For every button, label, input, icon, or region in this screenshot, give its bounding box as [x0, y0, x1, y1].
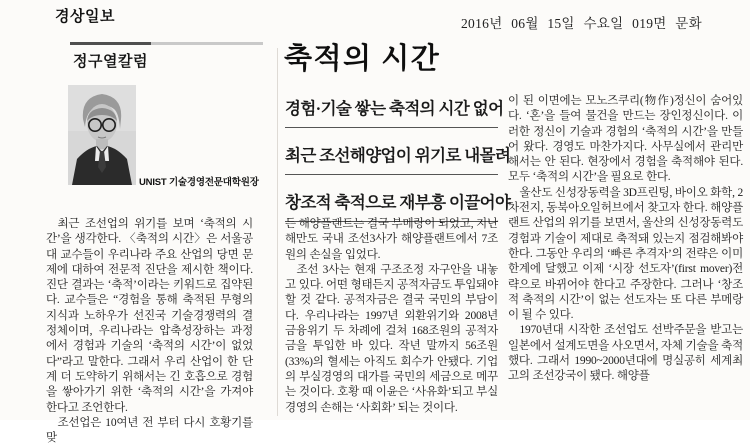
columnist-portrait-image: [68, 85, 136, 185]
subhead-list: [285, 95, 511, 236]
body-paragraph: 조선 3사는 현재 구조조정 자구안을 내놓고 있다. 어떤 형태든지 공적자금도 투입돼야 할 것 같다. 공적자금은 결국 국민의 부담이다. 우리나라는 1997년 외환위기와 2008년 금융위기 두 차례에 걸쳐 168조원의 공적자금을 투입한 바 있다. 작년 말까지 56조원(33%)의 혈세는 아직도 회수가 안됐다. 기업의 부실경영의 대가를 국민의 세금으로 메꾸는 것이다. 호황 때 이윤은 ‘사유화’되고 부실경영의 손해는 ‘사회화’ 되는 것이다.: [285, 263, 498, 414]
photo-caption: UNIST 기술경영전문대학원장: [139, 177, 259, 188]
body-paragraph: 조선업은 10여년 전 부터 다시 호황기를 맞: [46, 416, 253, 445]
body-paragraph: 든 해양플랜트는 결국 부메랑이 되었고, 지난해만도 국내 조선3사가 해양플랜트에서 7조원의 손실을 입었다.: [285, 218, 498, 261]
column-divider: [277, 48, 278, 416]
columnist-photo: [68, 85, 136, 185]
body-paragraph: 1970년대 시작한 조선업도 선박주문을 받고는 일본에서 설계도면을 사오면서, 자체 기술을 축적했다. 그래서 1990~2000년대에 명실공히 세계최고의 조선강국이 됐다. 해양플: [508, 324, 743, 383]
paper-name: 경상일보: [55, 8, 115, 25]
subhead-2: 최근 조선해양업이 위기로 내몰려: [285, 142, 498, 175]
subhead-1: 경험·기술 쌓는 축적의 시간 없어: [285, 95, 498, 128]
dateline: 2016년 06월 15일 수요일 019면 문화: [461, 16, 702, 31]
article-column-2: [285, 217, 498, 417]
column-header-rule-dark-segment: [70, 42, 151, 45]
article-column-3: [508, 94, 743, 417]
article-column-1: [46, 217, 253, 445]
column-title: 정구열칼럼: [73, 53, 148, 70]
body-paragraph: 울산도 신성장동력을 3D프린팅, 바이오 화학, 2차전지, 동북아오일허브에서 찾고자 한다. 해양플랜트 산업의 위기를 보면서, 울산의 신성장동력도 경험과 기술이 제대로 축적돼 있는지 점검해봐야 한다. 그동안 우리의 ‘빠른 추격자’의 전략은 이미 한계에 달했고 이제 ‘시장 선도자’(first mover)전략으로 바뀌어야 한다고 주장한다. 그러나 ‘창조적 축적의 시간’이 없는 선도자는 또 다른 부메랑이 될 수 있다.: [508, 186, 743, 322]
column-header-rule: [70, 42, 263, 45]
subhead-3: 창조적 축적으로 재부흥 이끌어야: [285, 189, 498, 222]
body-paragraph: 최근 조선업의 위기를 보며 ‘축적의 시간’을 생각한다. 〈축적의 시간〉은 서울공대 교수들이 우리나라 주요 산업의 당면 문제에 대하여 전문적 진단을 제시한 책이다. 진단 결과는 ‘축적’이라는 키워드로 집약된다. 교수들은 “경험을 통해 축적된 무형의 지식과 노하우가 선진국 기술경쟁력의 결정체이며, 우리나라는 압축성장하는 과정에서 경험과 기술의 ‘축적의 시간’이 없었다”라고 말한다. 그래서 우리 산업이 한 단계 더 도약하기 위해서는 긴 호흡으로 경험을 쌓아가기 위한 ‘축적의 시간’을 가져야 한다고 조언한다.: [46, 218, 253, 414]
body-paragraph: 이 된 이면에는 모노즈쿠리(物作)정신이 숨어있다. ‘혼’을 들여 물건을 만드는 장인정신이다. 이러한 정신이 기술과 경험의 ‘축적의 시간’을 만들어 왔다. 경영도 마찬가지다. 사무실에서 관리만 해서는 안 된다. 현장에서 경험을 축적해야 된다. 모두 ‘축적의 시간’을 필요로 한다.: [508, 95, 743, 184]
article-headline: 축적의 시간: [284, 43, 441, 75]
